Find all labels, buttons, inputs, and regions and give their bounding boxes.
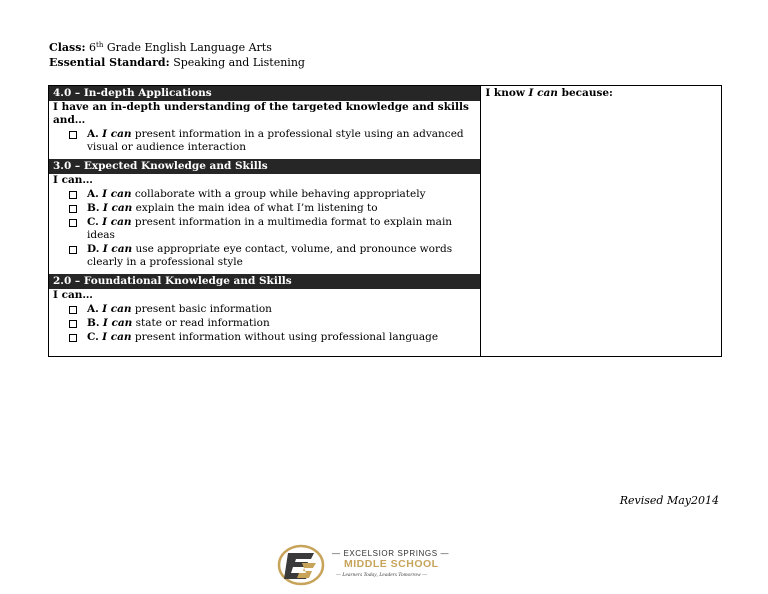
item-text: explain the main idea of what I’m listening to (132, 202, 378, 214)
checklist-item (69, 202, 474, 215)
evidence-column (481, 86, 722, 357)
checklist (49, 128, 480, 159)
class-line (49, 41, 272, 55)
item-ican: I can (102, 243, 133, 255)
checklist-item (69, 216, 474, 242)
item-ican: I can (102, 216, 132, 228)
revised-date: Revised May2014 (619, 494, 719, 507)
checkbox[interactable] (69, 205, 77, 213)
item-text: present information in a professional style using an advanced visual or audience interaction (87, 128, 464, 153)
item-letter: B. (87, 202, 100, 214)
checkbox[interactable] (69, 320, 77, 328)
section-intro: I have an in-depth understanding of the targeted knowledge and skills and… (53, 101, 469, 126)
evidence-header-italic: I can (528, 87, 558, 99)
item-letter: C. (87, 331, 99, 343)
item-text: present basic information (131, 303, 272, 315)
checklist-item (69, 243, 474, 269)
checkbox[interactable] (69, 334, 77, 342)
section-title: 2.0 – Foundational Knowledge and Skills (49, 274, 480, 289)
checkbox[interactable] (69, 191, 77, 199)
checkbox[interactable] (69, 306, 77, 314)
checklist-item (69, 331, 474, 344)
rubric-left-column (49, 86, 481, 357)
checklist-item (69, 128, 474, 154)
class-value-suffix: Grade English Language Arts (103, 41, 272, 54)
item-letter: A. (87, 128, 99, 140)
item-ican: I can (102, 128, 132, 140)
item-text: use appropriate eye contact, volume, and pronounce words clearly in a professional style (87, 243, 453, 268)
evidence-header-prefix: I know (485, 87, 529, 99)
logo-line1-text: EXCELSIOR SPRINGS (343, 549, 438, 558)
class-value-sup: th (96, 41, 104, 49)
evidence-header (481, 86, 721, 101)
item-letter: C. (87, 216, 99, 228)
class-value-prefix: 6 (89, 41, 97, 54)
evidence-header-suffix: because: (557, 87, 613, 99)
standard-label: Essential Standard: (49, 56, 170, 69)
school-logo (276, 542, 452, 588)
class-label: Class: (49, 41, 86, 54)
section-intro: I can… (53, 174, 93, 186)
item-letter: D. (87, 243, 100, 255)
section-intro: I can… (53, 289, 93, 301)
item-ican: I can (102, 202, 133, 214)
logo-tagline: — Learners Today, Leaders Tomorrow — (336, 572, 428, 578)
checklist (49, 188, 480, 274)
checklist-item (69, 317, 474, 330)
item-ican: I can (102, 303, 132, 315)
item-ican: I can (102, 188, 132, 200)
item-letter: A. (87, 303, 99, 315)
item-text: state or read information (132, 317, 270, 329)
es-monogram-icon (276, 542, 326, 588)
checkbox[interactable] (69, 246, 77, 254)
item-letter: A. (87, 188, 99, 200)
checklist-item (69, 188, 474, 201)
checklist-item (69, 303, 474, 316)
section-title: 4.0 – In-depth Applications (49, 86, 480, 101)
item-text: present information in a multimedia format to explain main ideas (87, 216, 453, 241)
standard-value: Speaking and Listening (173, 56, 305, 69)
rubric-table (48, 85, 722, 357)
checklist (49, 303, 480, 349)
item-ican: I can (102, 331, 132, 343)
rubric-sections (49, 86, 480, 349)
essential-standard-line (49, 56, 305, 70)
item-letter: B. (87, 317, 100, 329)
logo-line2: MIDDLE SCHOOL (344, 558, 439, 570)
logo-line1: — EXCELSIOR SPRINGS — (332, 549, 450, 558)
item-text: present information without using professional language (131, 331, 439, 343)
checkbox[interactable] (69, 219, 77, 227)
section-title: 3.0 – Expected Knowledge and Skills (49, 159, 480, 174)
logo-tagline-text: Learners Today, Leaders Tomorrow (342, 572, 421, 578)
checkbox[interactable] (69, 131, 77, 139)
item-text: collaborate with a group while behaving appropriately (131, 188, 426, 200)
item-ican: I can (102, 317, 133, 329)
